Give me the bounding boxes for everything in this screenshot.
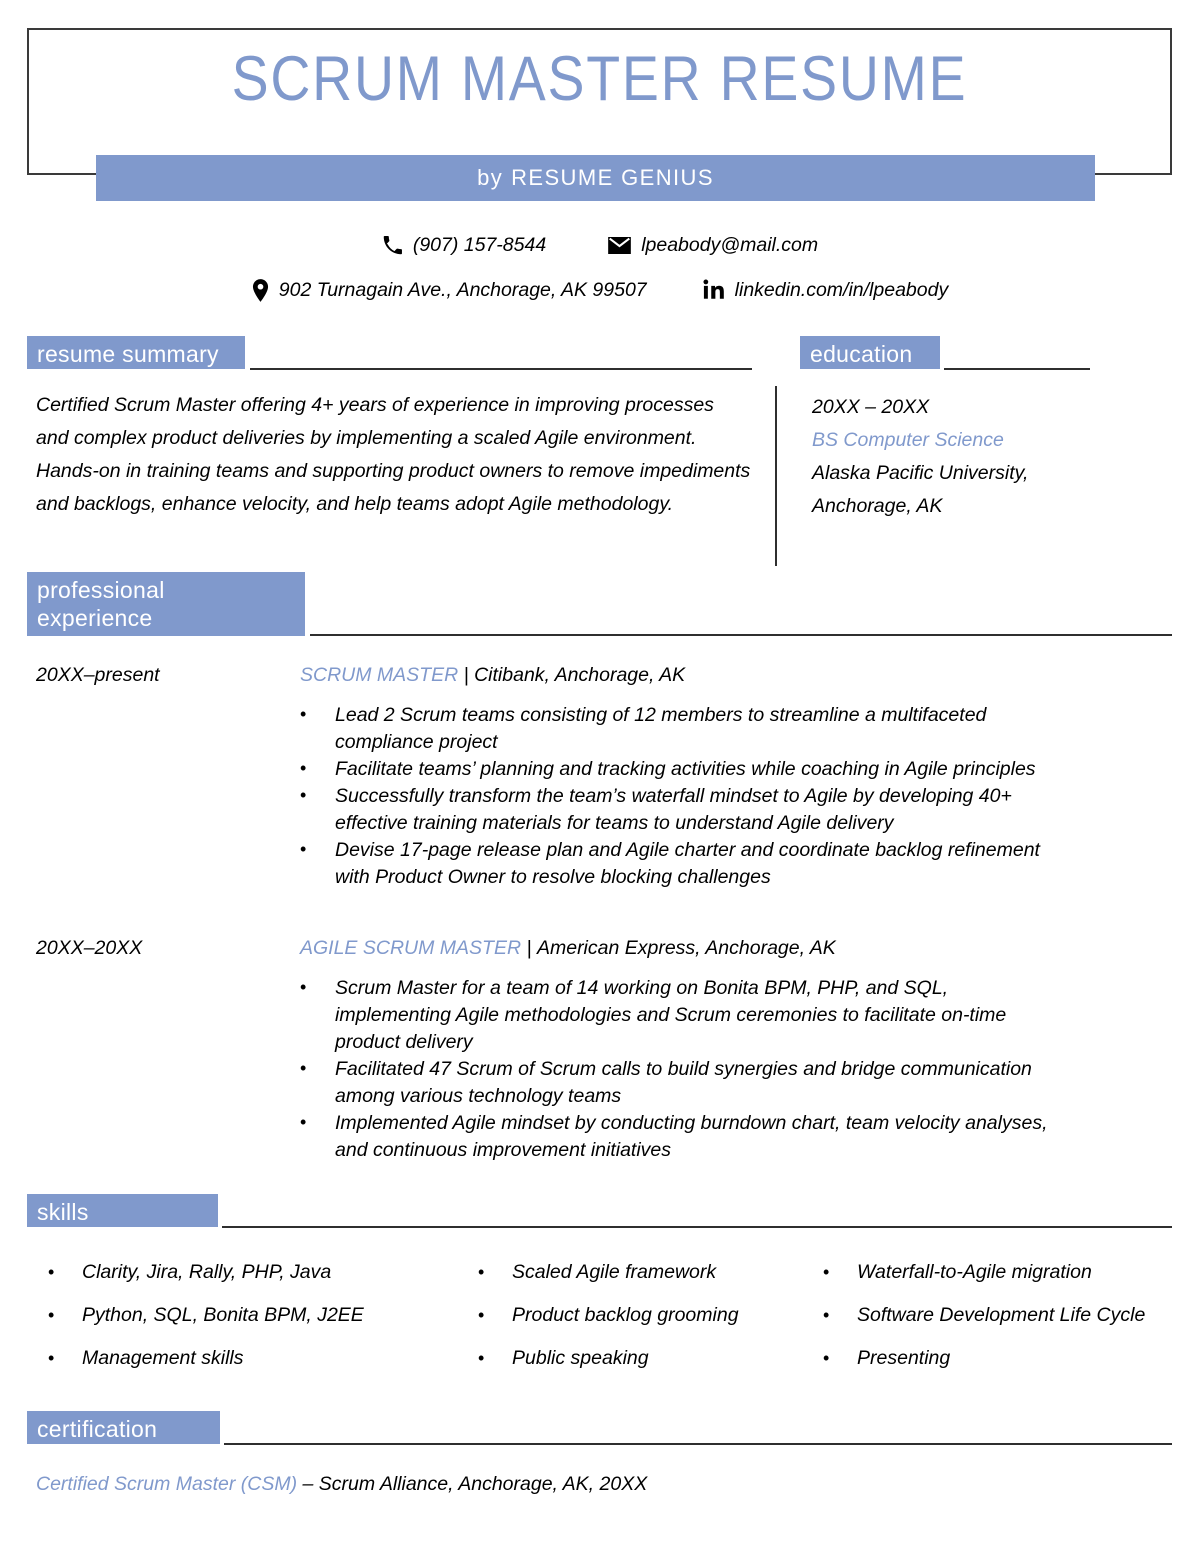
job-bullet: • Facilitated 47 Scrum of Scrum calls to build synergies and bridge communication among various technology teams xyxy=(300,1056,1060,1110)
section-header-skills: skills xyxy=(27,1194,218,1227)
skill-item: • Software Development Life Cycle xyxy=(811,1301,1166,1344)
experience-heading-line-1: professional xyxy=(37,577,165,603)
job-bullet-list xyxy=(300,975,1060,1164)
skill-item: • Python, SQL, Bonita BPM, J2EE xyxy=(36,1301,466,1344)
experience-heading-line-2: experience xyxy=(37,605,153,632)
contact-block xyxy=(0,228,1200,307)
job-bullet: • Scrum Master for a team of 14 working on Bonita BPM, PHP, and SQL, implementing Agile methodologies and Scrum ceremonies to facilitate on-time product delivery xyxy=(300,975,1060,1056)
certification-details: – Scrum Alliance, Anchorage, AK, 20XX xyxy=(297,1473,648,1495)
job-dates: 20XX–20XX xyxy=(36,937,143,959)
contact-linkedin xyxy=(703,279,949,302)
byline-prefix: by xyxy=(477,165,504,190)
job-bullet: • Facilitate teams’ planning and tracking activities while coaching in Agile principles xyxy=(300,756,1060,783)
job-separator: | xyxy=(526,937,532,959)
section-rule-skills xyxy=(222,1226,1172,1228)
email-text: lpeabody@mail.com xyxy=(641,233,819,256)
section-rule-resume-summary xyxy=(250,368,752,370)
page-title: SCRUM MASTER RESUME xyxy=(231,44,968,114)
job-bullet: • Lead 2 Scrum teams consisting of 12 members to streamline a multifaceted compliance project xyxy=(300,702,1060,756)
job-role: SCRUM MASTER xyxy=(300,664,459,686)
education-entry xyxy=(812,391,1142,523)
skill-item: • Management skills xyxy=(36,1344,466,1387)
section-header-resume-summary: resume summary xyxy=(27,336,245,369)
job-title-line xyxy=(300,937,1100,960)
skill-item: • Waterfall-to-Agile migration xyxy=(811,1258,1166,1301)
job-company: Citibank, Anchorage, AK xyxy=(474,664,686,686)
skill-item: • Clarity, Jira, Rally, PHP, Java xyxy=(36,1258,466,1301)
education-degree: BS Computer Science xyxy=(812,429,1004,451)
skill-item: • Public speaking xyxy=(466,1344,811,1387)
job-company: American Express, Anchorage, AK xyxy=(536,937,836,959)
contact-address xyxy=(252,279,647,302)
section-rule-certification xyxy=(224,1443,1172,1445)
byline-band xyxy=(96,155,1095,201)
contact-email xyxy=(608,234,818,257)
job-bullet: • Successfully transform the team’s waterfall mindset to Agile by developing 40+ effective training materials for teams to understand Agile delivery xyxy=(300,783,1060,837)
address-text: 902 Turnagain Ave., Anchorage, AK 99507 xyxy=(278,278,647,301)
skill-item: • Presenting xyxy=(811,1344,1166,1387)
section-header-education: education xyxy=(800,336,940,369)
contact-row-1 xyxy=(0,228,1200,262)
contact-row-2 xyxy=(0,273,1200,307)
skills-list xyxy=(36,1258,1166,1387)
certification-entry xyxy=(36,1473,1136,1496)
section-header-professional-experience xyxy=(27,572,305,636)
phone-icon xyxy=(382,235,403,256)
linkedin-text: linkedin.com/in/lpeabody xyxy=(734,278,949,301)
section-rule-professional-experience xyxy=(310,634,1172,636)
education-school: Alaska Pacific University, xyxy=(812,462,1029,484)
section-rule-education xyxy=(944,368,1090,370)
summary-education-divider xyxy=(775,386,777,566)
envelope-icon xyxy=(608,237,631,254)
section-header-certification: certification xyxy=(27,1411,220,1444)
contact-phone xyxy=(382,234,546,257)
job-title-line xyxy=(300,664,1100,687)
skill-item: • Product backlog grooming xyxy=(466,1301,811,1344)
job-bullet: • Devise 17-page release plan and Agile charter and coordinate backlog refinement with Product Owner to resolve blocking challenges xyxy=(300,837,1060,891)
location-pin-icon xyxy=(252,279,269,302)
job-role: AGILE SCRUM MASTER xyxy=(300,937,522,959)
resume-summary-text: Certified Scrum Master offering 4+ years of experience in improving processes and complex product deliveries by implementing a scaled Agile environment. Hands-on in training teams and supporting product owners to remove impediments and backlogs, enhance velocity, and help teams adopt Agile methodology. xyxy=(36,394,751,515)
job-separator: | xyxy=(463,664,469,686)
byline-brand: RESUME GENIUS xyxy=(511,165,714,190)
job-bullet-list xyxy=(300,702,1060,891)
job-bullet: • Implemented Agile mindset by conducting burndown chart, team velocity analyses, and continuous improvement initiatives xyxy=(300,1110,1060,1164)
phone-text: (907) 157-8544 xyxy=(412,233,547,256)
job-dates: 20XX–present xyxy=(36,664,160,686)
education-location: Anchorage, AK xyxy=(812,495,943,517)
linkedin-icon xyxy=(703,279,725,301)
education-dates: 20XX – 20XX xyxy=(812,396,930,418)
certification-name: Certified Scrum Master (CSM) xyxy=(36,1473,298,1495)
skill-item: • Scaled Agile framework xyxy=(466,1258,811,1301)
